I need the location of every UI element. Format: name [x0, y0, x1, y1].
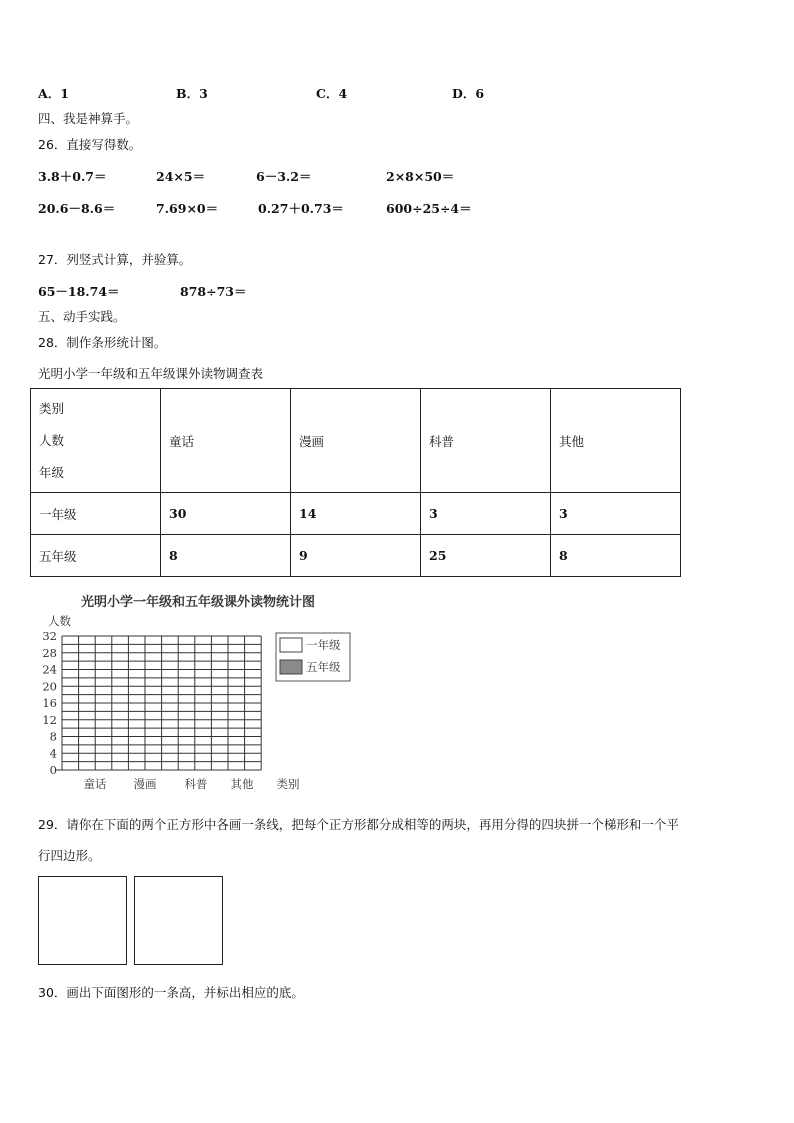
q26-item: 6－3.2＝ [256, 169, 312, 184]
row-label: 五年级 [31, 535, 161, 577]
column-header: 童话 [161, 389, 291, 493]
row-label: 一年级 [31, 493, 161, 535]
q26-item: 24×5＝ [156, 169, 206, 184]
table-cell: 3 [421, 493, 551, 535]
table-row [31, 535, 681, 577]
section-5-heading: 五、动手实践。 [38, 309, 126, 324]
q26-title: 26．直接写得数。 [38, 137, 142, 152]
table-cell: 8 [551, 535, 681, 577]
q26-item: 20.6－8.6＝ [38, 201, 116, 216]
chart-title: 光明小学一年级和五年级课外读物统计图 [80, 595, 316, 610]
y-tick-label: 16 [42, 696, 57, 710]
column-header: 科普 [421, 389, 551, 493]
table-cell: 25 [421, 535, 551, 577]
q29-text-line1: 29．请你在下面的两个正方形中各画一条线，把每个正方形都分成相等的两块，再用分得的四块拼一个梯形和一个平 [38, 817, 679, 832]
y-tick-label: 28 [42, 645, 57, 660]
y-tick-label: 0 [49, 763, 57, 777]
y-axis-label: 人数 [48, 614, 71, 628]
header-category: 类别 [39, 400, 65, 416]
q27-item: 65－18.74＝ [38, 284, 120, 299]
option-b: B．3 [176, 86, 208, 101]
survey-table-title: 光明小学一年级和五年级课外读物调查表 [38, 366, 264, 381]
legend-swatch [280, 638, 302, 652]
q28-title: 28．制作条形统计图。 [38, 335, 167, 350]
column-header: 漫画 [291, 389, 421, 493]
section-4-heading: 四、我是神算手。 [38, 111, 139, 126]
q27-item: 878÷73＝ [180, 284, 247, 299]
y-tick-label: 20 [42, 679, 57, 694]
option-d: D．6 [452, 86, 485, 101]
y-tick-label: 4 [49, 746, 57, 761]
drawing-square-right[interactable] [134, 876, 223, 965]
legend-label: 一年级 [306, 638, 341, 652]
header-count: 人数 [39, 432, 65, 448]
table-cell: 30 [161, 493, 291, 535]
q26-item: 2×8×50＝ [386, 169, 455, 184]
option-a: A．1 [38, 86, 69, 101]
y-tick-label: 8 [49, 729, 57, 744]
x-tick-label: 童话 [83, 777, 107, 791]
header-grade: 年级 [39, 464, 65, 480]
q26-item: 7.69×0＝ [156, 201, 219, 216]
q27-title: 27．列竖式计算，并验算。 [38, 252, 192, 267]
x-tick-label: 其他 [230, 777, 254, 791]
y-tick-label: 12 [42, 712, 57, 727]
corner-header-cell [31, 389, 161, 493]
q26-item: 600÷25÷4＝ [386, 201, 472, 216]
x-tick-label: 科普 [184, 777, 208, 791]
q26-item: 0.27＋0.73＝ [258, 201, 344, 216]
table-header-row [31, 389, 681, 493]
bar-chart [0, 588, 794, 798]
x-tick-label: 漫画 [133, 777, 157, 791]
y-tick-label: 32 [42, 629, 57, 643]
q30-text: 30．画出下面图形的一条高，并标出相应的底。 [38, 985, 304, 1000]
q29-text-line2: 行四边形。 [38, 848, 101, 863]
legend-swatch [280, 660, 302, 674]
table-row [31, 493, 681, 535]
x-axis-label: 类别 [276, 777, 300, 791]
table-cell: 9 [291, 535, 421, 577]
option-c: C．4 [316, 86, 348, 101]
legend-label: 五年级 [306, 660, 341, 674]
table-cell: 3 [551, 493, 681, 535]
y-tick-label: 24 [42, 662, 57, 677]
table-cell: 14 [291, 493, 421, 535]
column-header: 其他 [551, 389, 681, 493]
survey-table [30, 388, 681, 577]
table-cell: 8 [161, 535, 291, 577]
drawing-square-left[interactable] [38, 876, 127, 965]
q26-item: 3.8＋0.7＝ [38, 169, 107, 184]
